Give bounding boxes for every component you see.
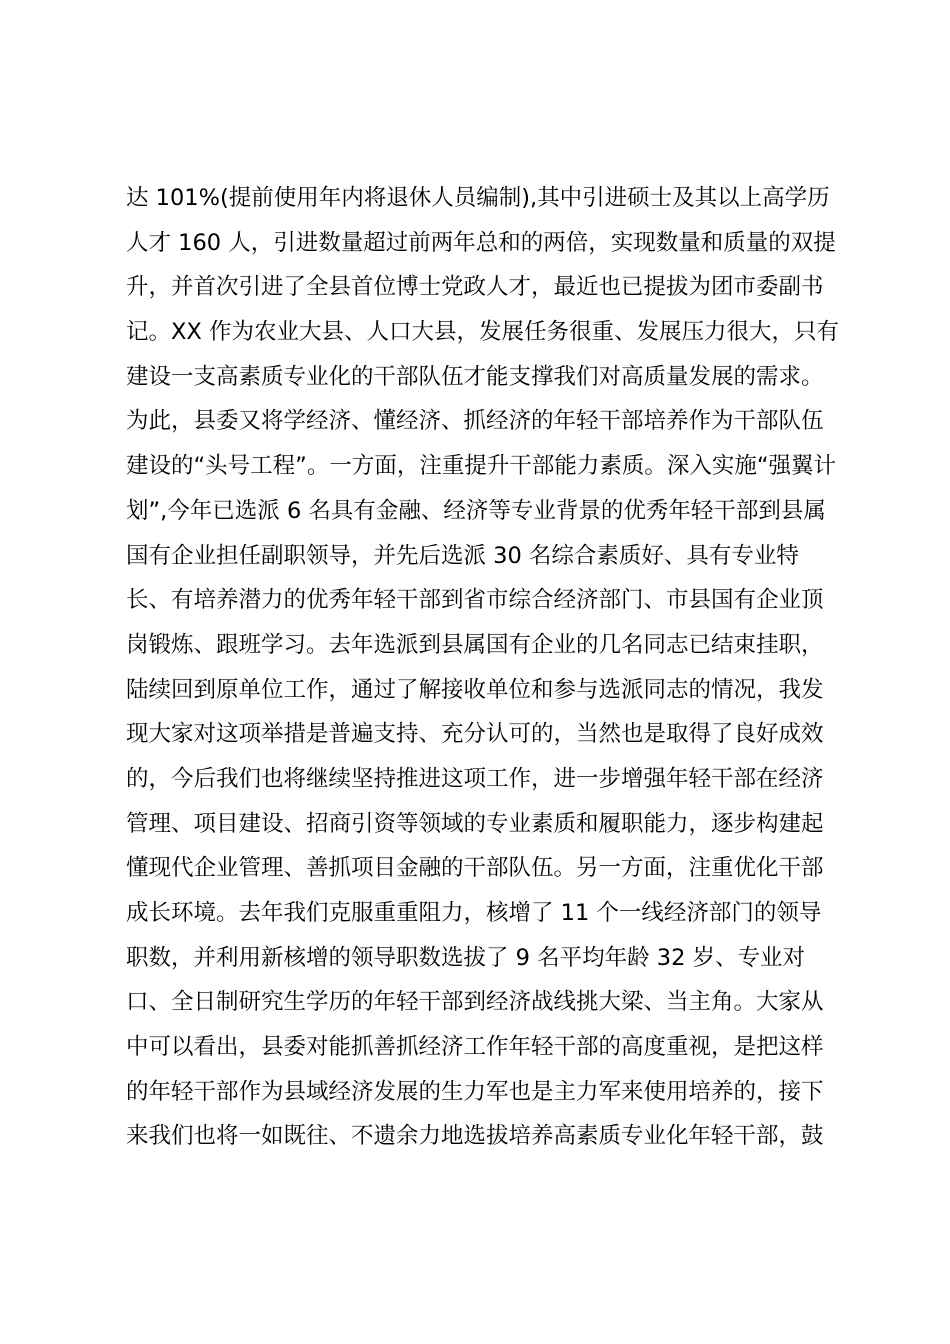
text-line: 陆续回到原单位工作，通过了解接收单位和参与选派同志的情况，我发 [126,676,824,703]
text-line: 懂现代企业管理、善抓项目金融的干部队伍。另一方面，注重优化干部 [126,855,824,882]
text-line: 成长环境。去年我们克服重重阻力，核增了 11 个一线经济部门的领导 [126,900,822,926]
text-line: 管理、项目建设、招商引资等领域的专业素质和履职能力，逐步构建起 [126,810,824,837]
text-line: 长、有培养潜力的优秀年轻干部到省市综合经济部门、市县国有企业顶 [126,587,824,614]
text-line: 职数，并利用新核增的领导职数选拔了 9 名平均年龄 32 岁、专业对 [126,944,806,971]
text-line: 建设的“头号工程”。一方面，注重提升干部能力素质。深入实施“强翼计 [126,453,836,480]
text-line: 岗锻炼、跟班学习。去年选派到县属国有企业的几名同志已结束挂职， [126,631,824,658]
text-line: 为此，县委又将学经济、懂经济、抓经济的年轻干部培养作为干部队伍 [126,408,824,435]
text-line: 口、全日制研究生学历的年轻干部到经济战线挑大梁、当主角。大家从 [126,989,824,1016]
text-line: 来我们也将一如既往、不遗余力地选拔培养高素质专业化年轻干部，鼓 [126,1123,824,1150]
text-line: 划”,今年已选派 6 名具有金融、经济等专业背景的优秀年轻干部到县属 [126,497,826,524]
text-line: 国有企业担任副职领导，并先后选派 30 名综合素质好、具有专业特 [126,542,799,569]
text-line: 记。XX 作为农业大县、人口大县，发展任务很重、发展压力很大，只有 [126,319,839,346]
text-line: 人才 160 人，引进数量超过前两年总和的两倍，实现数量和质量的双提 [126,229,836,256]
text-line: 的年轻干部作为县域经济发展的生力军也是主力军来使用培养的，接下 [126,1078,824,1105]
text-line: 升，并首次引进了全县首位博士党政人才，最近也已提拔为团市委副书 [126,274,824,301]
text-line: 达 101%(提前使用年内将退休人员编制),其中引进硕士及其以上高学历 [126,185,830,211]
text-line: 现大家对这项举措是普遍支持、充分认可的，当然也是取得了良好成效 [126,721,824,748]
body-paragraph [126,176,846,1159]
text-line: 的，今后我们也将继续坚持推进这项工作，进一步增强年轻干部在经济 [126,765,824,792]
text-line: 建设一支高素质专业化的干部队伍才能支撑我们对高质量发展的需求。 [126,363,824,390]
text-line: 中可以看出，县委对能抓善抓经济工作年轻干部的高度重视，是把这样 [126,1034,824,1061]
